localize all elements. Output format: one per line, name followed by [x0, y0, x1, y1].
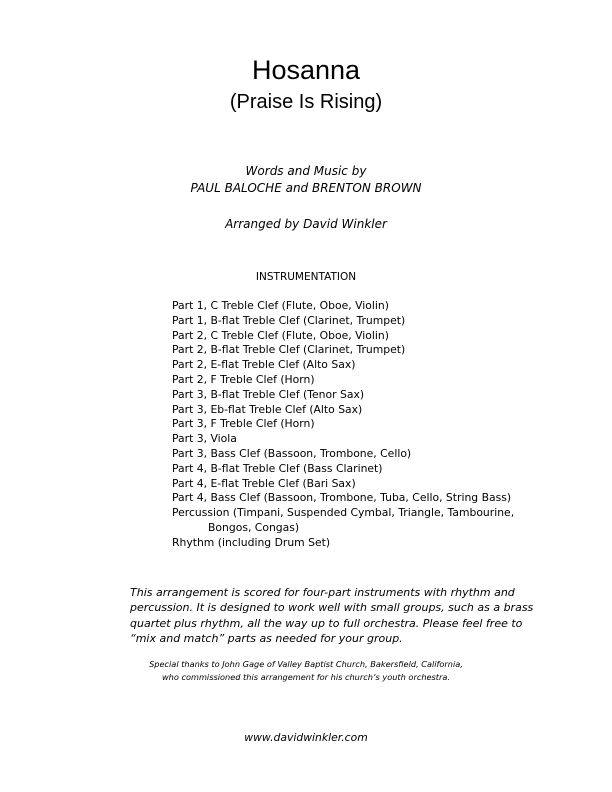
part-item: Part 1, C Treble Clef (Flute, Oboe, Violin) — [172, 299, 389, 312]
arranger-credit: Arranged by David Winkler — [225, 217, 387, 231]
part-item: Part 2, F Treble Clef (Horn) — [172, 372, 315, 386]
composers: PAUL BALOCHE and BRENTON BROWN — [190, 181, 422, 195]
page-subtitle: (Praise Is Rising) — [229, 91, 383, 113]
part-item: Part 4, B-flat Treble Clef (Bass Clarinet) — [172, 461, 383, 475]
part-item: Part 3, Eb-flat Treble Clef (Alto Sax) — [172, 402, 363, 416]
note-line: This arrangement is scored for four-part instruments with rhythm and — [130, 586, 515, 599]
part-item: Part 2, B-flat Treble Clef (Clarinet, Trumpet) — [172, 343, 406, 357]
note-line: percussion. It is designed to work well with small groups, such as a brass — [130, 601, 534, 615]
part-item: Part 3, F Treble Clef (Horn) — [172, 417, 315, 431]
thanks-line: Special thanks to John Gage of Valley Baptist Church, Bakersfield, California, — [149, 659, 463, 669]
credits — [0, 163, 612, 197]
part-item: Part 2, C Treble Clef (Flute, Oboe, Violin) — [172, 328, 389, 342]
part-item: Percussion (Timpani, Suspended Cymbal, Triangle, Tambourine, — [172, 506, 515, 520]
part-item: Part 4, E-flat Treble Clef (Bari Sax) — [172, 476, 356, 490]
part-item: Rhythm (including Drum Set) — [172, 535, 331, 549]
page-title: Hosanna — [251, 55, 361, 85]
acknowledgement — [0, 658, 612, 684]
part-item: Part 3, Bass Clef (Bassoon, Trombone, Cello) — [172, 446, 412, 460]
instrumentation-list — [172, 299, 552, 551]
arrangement-note — [130, 585, 550, 647]
part-item: Part 4, Bass Clef (Bassoon, Trombone, Tuba, Cello, String Bass) — [172, 491, 512, 505]
website-url: www.davidwinkler.com — [244, 731, 368, 744]
note-line: quartet plus rhythm, all the way up to full orchestra. Please feel free to — [130, 616, 523, 630]
thanks-line: who commissioned this arrangement for his church’s youth orchestra. — [161, 672, 451, 682]
part-item: Part 2, E-flat Treble Clef (Alto Sax) — [172, 358, 356, 372]
part-item-continuation: Bongos, Congas) — [208, 520, 300, 534]
part-item: Part 3, B-flat Treble Clef (Tenor Sax) — [172, 387, 365, 401]
instrumentation-heading: INSTRUMENTATION — [255, 271, 357, 283]
credits-line: Words and Music by — [245, 164, 367, 178]
note-line: “mix and match” parts as needed for your group. — [130, 632, 403, 646]
part-item: Part 3, Viola — [172, 432, 237, 446]
part-item: Part 1, B-flat Treble Clef (Clarinet, Trumpet) — [172, 313, 406, 327]
